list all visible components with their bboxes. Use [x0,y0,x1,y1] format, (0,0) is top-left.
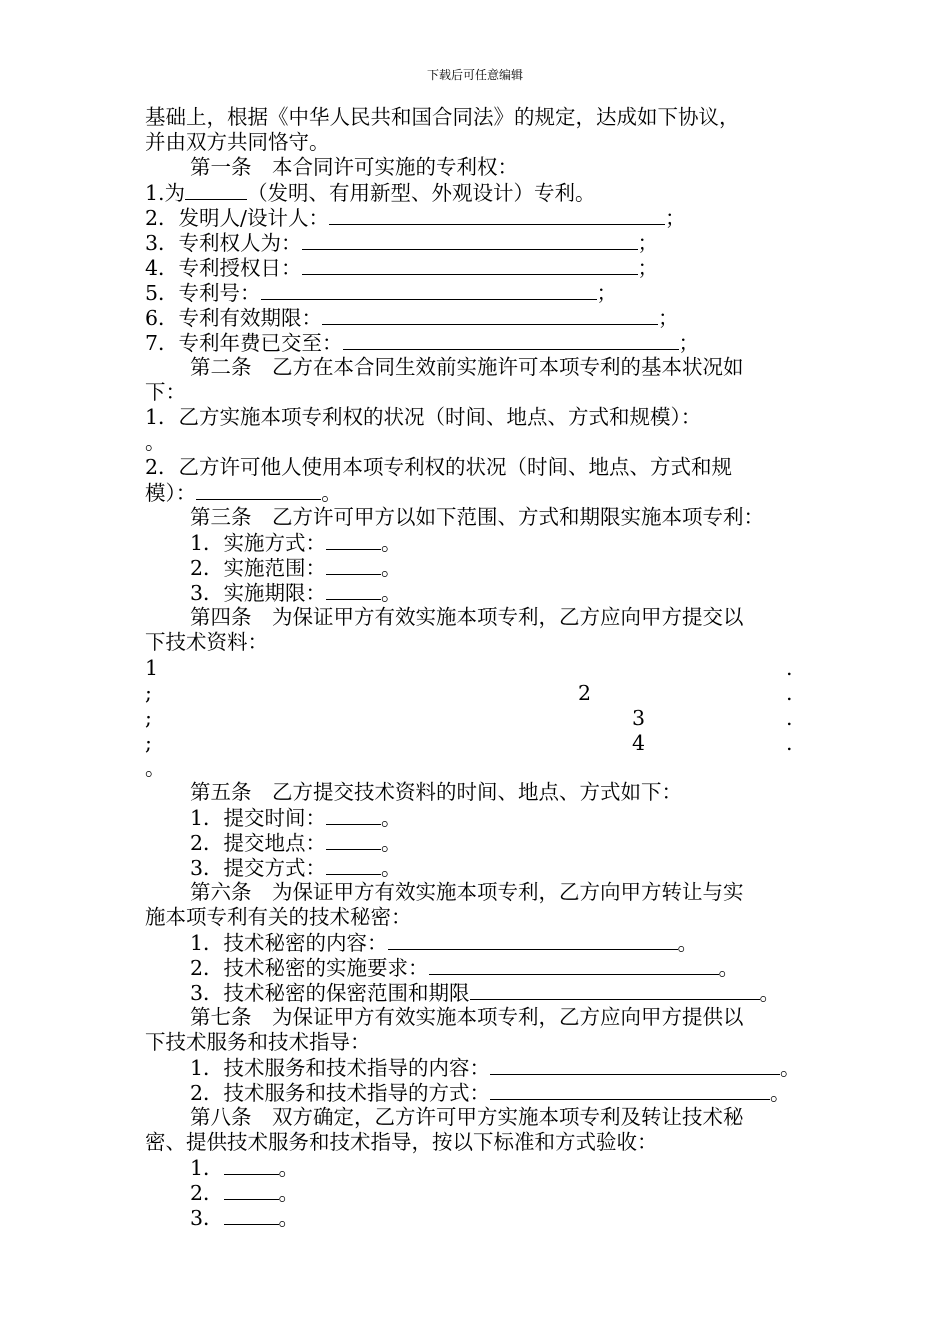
item-end: 。 [278,1156,300,1180]
item-text: （发明、有用新型、外观设计）专利。 [247,181,596,205]
list-dot: . [786,681,793,705]
blank-field [224,1180,279,1200]
article-1-title: 第一条 本合同许可实施的专利权： [190,155,518,179]
article-2-item-2: 2．乙方许可他人使用本项专利权的状况（时间、地点、方式和规 [145,455,733,479]
item-label: 2．提交地点： [190,831,327,855]
blank-field [326,580,381,600]
list-number-1: 1 [145,656,159,680]
article-2-item-2-cont [145,480,342,506]
list-end: 。 [145,756,166,780]
item-label: 1．技术秘密的内容： [190,931,388,955]
article-3-item-3 [190,580,402,606]
list-number-2: 2 [578,681,592,705]
item-end: 。 [381,831,402,855]
page-header: 下载后可任意编辑 [426,68,523,82]
article-5-title: 第五条 乙方提交技术资料的时间、地点、方式如下： [190,780,682,804]
article-3-title: 第三条 乙方许可甲方以如下范围、方式和期限实施本项专利： [190,505,764,529]
item-label: 3．技术秘密的保密范围和期限 [190,981,470,1005]
article-2-item-1-end: 。 [145,430,166,454]
article-6-item-3 [190,980,780,1006]
list-number-4: 4 [632,731,646,755]
article-7-item-2 [190,1080,791,1106]
item-end: ； [637,256,659,280]
list-dot: . [786,656,793,680]
item-end: 。 [677,931,699,955]
item-label: 3．提交方式： [190,856,327,880]
item-label: 1．实施方式： [190,531,327,555]
item-end: 。 [381,806,402,830]
blank-field [326,530,381,550]
item-label: 1． [190,1156,224,1180]
list-dot: . [786,706,793,730]
article-1-item-2 [145,205,685,231]
article-8-item-2 [190,1180,299,1206]
article-3-item-1 [190,530,402,556]
blank-field [388,930,678,950]
blank-field [302,255,638,275]
item-end: 。 [770,1081,791,1105]
item-end: ； [664,206,686,230]
item-label: 2．实施范围： [190,556,327,580]
article-1-item-7 [145,330,699,356]
article-6-item-1 [190,930,698,956]
blank-field [302,230,638,250]
blank-field [429,955,719,975]
blank-field [490,1055,780,1075]
item-label: 6．专利有效期限： [145,306,323,330]
list-semicolon: ; [145,681,152,705]
blank-field [224,1205,279,1225]
blank-field [224,1155,279,1175]
article-1-item-5 [145,280,617,306]
item-end: ； [596,281,618,305]
item-end: 。 [718,956,740,980]
item-end: 。 [278,1181,300,1205]
blank-field [490,1080,770,1100]
item-label: 3．实施期限： [190,581,327,605]
item-label: 2． [190,1181,224,1205]
item-end: ； [678,331,700,355]
article-6-line-1: 第六条 为保证甲方有效实施本项专利，乙方向甲方转让与实 [190,880,744,904]
blank-field [322,305,658,325]
article-8-item-1 [190,1155,299,1181]
list-semicolon: ; [145,706,152,730]
item-label: 3． [190,1206,224,1230]
item-end: 。 [759,981,781,1005]
article-3-item-2 [190,555,402,581]
item-end: 。 [780,1056,801,1080]
blank-field [326,830,381,850]
item-end: 。 [381,531,402,555]
article-2-item-1: 1．乙方实施本项专利权的状况（时间、地点、方式和规模）： [145,405,702,429]
blank-field [185,180,247,200]
article-6-line-2: 施本项专利有关的技术秘密： [145,905,412,929]
article-5-item-3 [190,855,402,881]
article-1-item-3 [145,230,658,256]
article-8-line-2: 密、提供技术服务和技术指导，按以下标准和方式验收： [145,1130,658,1154]
article-2-line-1: 第二条 乙方在本合同生效前实施许可本项专利的基本状况如 [190,355,744,379]
item-end: 。 [381,581,402,605]
item-end: 。 [278,1206,300,1230]
intro-line-1: 基础上，根据《中华人民共和国合同法》的规定，达成如下协议， [145,105,740,129]
article-2-line-2: 下： [145,380,186,404]
blank-field [326,855,381,875]
article-4-line-2: 下技术资料： [145,630,268,654]
item-label: 3．专利权人为： [145,231,302,255]
blank-field [326,805,381,825]
blank-field [196,480,321,500]
item-label: 1．提交时间： [190,806,327,830]
article-7-item-1 [190,1055,801,1081]
item-label: 2．技术服务和技术指导的方式： [190,1081,491,1105]
blank-field [343,330,679,350]
item-label: 2．技术秘密的实施要求： [190,956,429,980]
item-label: 1．技术服务和技术指导的内容： [190,1056,491,1080]
list-number-3: 3 [632,706,646,730]
item-label: 5．专利号： [145,281,261,305]
article-8-line-1: 第八条 双方确定，乙方许可甲方实施本项专利及转让技术秘 [190,1105,744,1129]
item-end: ； [637,231,659,255]
item-label: 模）： [145,481,197,505]
item-end: 。 [321,481,342,505]
item-label: 4．专利授权日： [145,256,302,280]
article-1-item-1 [145,180,596,206]
item-end: ； [658,306,679,330]
item-end: 。 [381,556,402,580]
blank-field [470,980,760,1000]
article-4-line-1: 第四条 为保证甲方有效实施本项专利，乙方应向甲方提交以 [190,605,744,629]
blank-field [261,280,597,300]
item-label: 1.为 [145,181,186,205]
article-7-line-1: 第七条 为保证甲方有效实施本项专利，乙方应向甲方提供以 [190,1005,744,1029]
list-dot: . [786,731,793,755]
item-end: 。 [381,856,402,880]
item-label: 7．专利年费已交至： [145,331,343,355]
article-7-line-2: 下技术服务和技术指导： [145,1030,371,1054]
article-1-item-4 [145,255,658,281]
article-8-item-3 [190,1205,299,1231]
article-6-item-2 [190,955,739,981]
intro-line-2: 并由双方共同恪守。 [145,130,330,154]
article-5-item-2 [190,830,402,856]
item-label: 2．发明人/设计人： [145,206,329,230]
article-5-item-1 [190,805,402,831]
blank-field [329,205,665,225]
article-1-item-6 [145,305,679,331]
list-semicolon: ; [145,731,152,755]
blank-field [326,555,381,575]
